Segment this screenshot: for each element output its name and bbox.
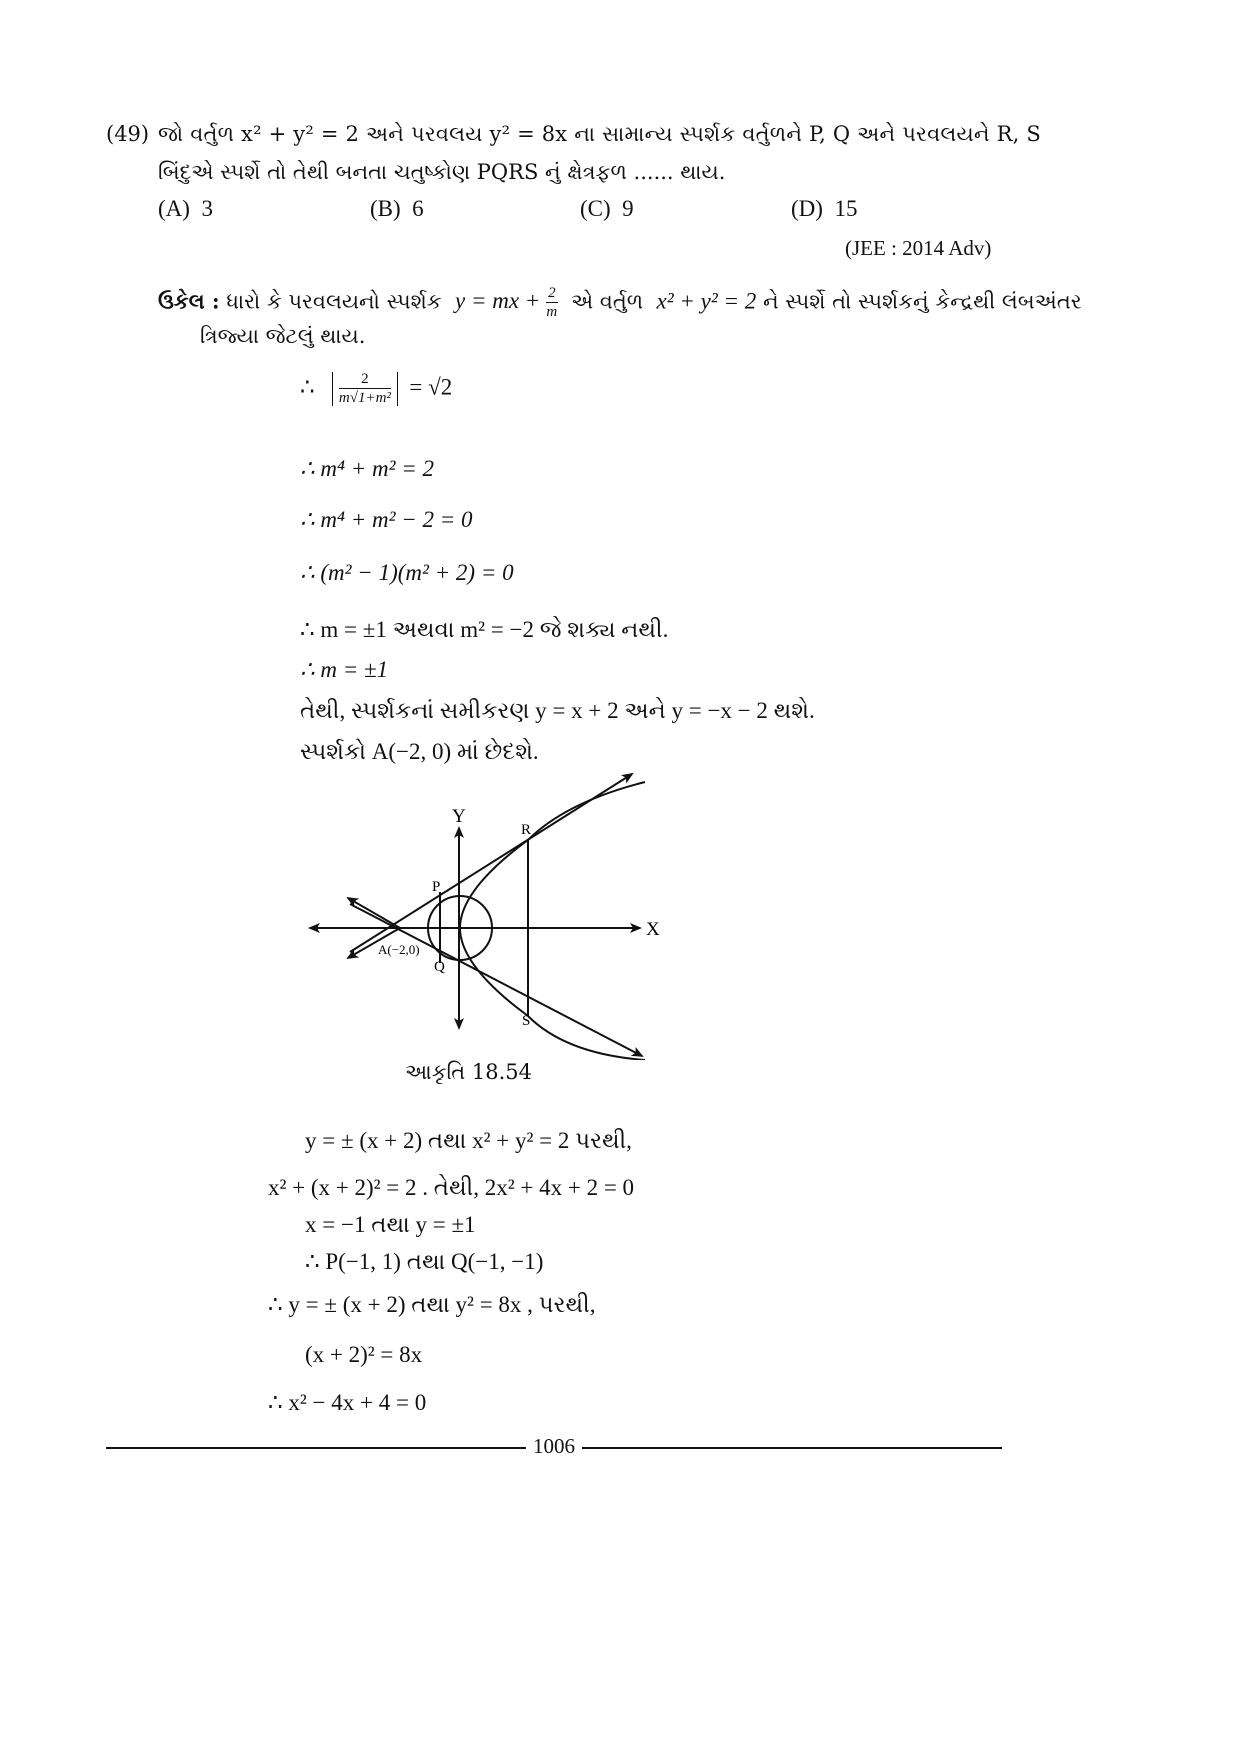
abs-value-fraction <box>332 372 398 406</box>
option-b-label: (B) <box>370 196 401 221</box>
fraction-radius-den: m√1+m² <box>338 390 391 406</box>
option-d <box>791 196 857 222</box>
question-line-2: બિંદુએ સ્પર્શે તો તેથી બનતા ચતુષ્કોણ PQRS નું ક્ષેત્રફળ ...... થાય. <box>158 160 726 184</box>
label-x: X <box>646 919 660 940</box>
figure-caption: આકૃતિ 18.54 <box>405 1060 533 1084</box>
fraction-radius <box>339 372 391 406</box>
label-p: P <box>432 879 441 895</box>
step-6: ∴ m = ±1 <box>300 657 389 682</box>
solution-label: ઉકેલ : <box>158 288 220 314</box>
solution-intro-b: એ વર્તુળ <box>570 289 644 314</box>
tangent-general-equation: y = mx + $\frac{2}{m}$ <box>455 285 558 320</box>
fraction-2-over-m <box>546 286 558 320</box>
line-after-3: x = −1 તથા y = ±1 <box>305 1212 476 1237</box>
step-4: ∴ (m² − 1)(m² + 2) = 0 <box>300 560 514 585</box>
option-c <box>580 196 634 222</box>
tangent-lower-ext <box>348 898 400 928</box>
step-1-rhs: = √2 <box>409 374 453 400</box>
step-2: ∴ m⁴ + m² = 2 <box>300 456 435 481</box>
footer-rule-right <box>582 1447 1002 1449</box>
step-1 <box>300 372 452 406</box>
line-after-5: ∴ y = ± (x + 2) તથા y² = 8x , પરથી, <box>268 1292 596 1317</box>
question-source: (JEE : 2014 Adv) <box>845 236 992 260</box>
line-after-1: y = ± (x + 2) તથા x² + y² = 2 પરથી, <box>305 1128 632 1153</box>
question-number: (49) <box>106 122 150 146</box>
solution-intro-c: ને સ્પર્શે તો સ્પર્શકનું કેન્દ્રથી લંબઅંતર <box>762 289 1082 314</box>
option-d-label: (D) <box>791 196 823 221</box>
fraction-numerator: 2 <box>548 285 556 301</box>
figure-parabola-circle <box>300 760 680 1060</box>
page-number: 1006 <box>533 1434 575 1458</box>
label-a: A(−2,0) <box>378 942 420 957</box>
solution-intro-line-2: ત્રિજ્યા જેટલું થાય. <box>200 324 366 348</box>
option-c-value: 9 <box>622 196 634 221</box>
label-y: Y <box>452 806 466 827</box>
solution-intro-a: ધારો કે પરવલયનો સ્પર્શક <box>226 289 442 314</box>
option-b-value: 6 <box>412 196 424 221</box>
tangent-lower <box>350 904 642 1056</box>
line-after-6: (x + 2)² = 8x <box>305 1342 423 1367</box>
line-after-4: ∴ P(−1, 1) તથા Q(−1, −1) <box>305 1249 544 1274</box>
step-5: ∴ m = ±1 અથવા m² = −2 જે શક્ય નથી. <box>300 617 669 642</box>
intersection-point: સ્પર્શકો A(−2, 0) માં છેદશે. <box>300 739 539 764</box>
option-b <box>370 196 424 222</box>
question-line-1 <box>158 122 1041 147</box>
line-after-7: ∴ x² − 4x + 4 = 0 <box>268 1390 427 1415</box>
option-a-value: 3 <box>201 196 213 221</box>
step-3: ∴ m⁴ + m² − 2 = 0 <box>300 507 473 532</box>
option-c-label: (C) <box>580 196 611 221</box>
fraction-radius-num: 2 <box>339 372 391 389</box>
footer-rule-left <box>106 1447 526 1449</box>
fraction-denominator: m <box>546 304 558 320</box>
tangent-equations: તેથી, સ્પર્શકનાં સમીકરણ y = x + 2 અને y = −x − 2 થશે. <box>300 698 815 723</box>
option-d-value: 15 <box>834 196 858 221</box>
option-a-label: (A) <box>158 196 190 221</box>
label-r: R <box>521 822 532 838</box>
solution-intro-line-1 <box>158 286 1082 320</box>
circle-equation: x² + y² = 2 <box>656 288 757 314</box>
option-a <box>158 196 213 222</box>
therefore-symbol: ∴ <box>300 374 315 400</box>
line-after-2: x² + (x + 2)² = 2 . તેથી, 2x² + 4x + 2 = 0 <box>268 1175 635 1200</box>
question-line-1-text: જો વર્તુળ x² + y² = 2 અને પરવલય y² = 8x ના સામાન્ય સ્પર્શક વર્તુળને P, Q અને પરવલયને R, S <box>158 122 1041 146</box>
label-s: S <box>522 1013 531 1029</box>
label-q: Q <box>434 959 445 975</box>
